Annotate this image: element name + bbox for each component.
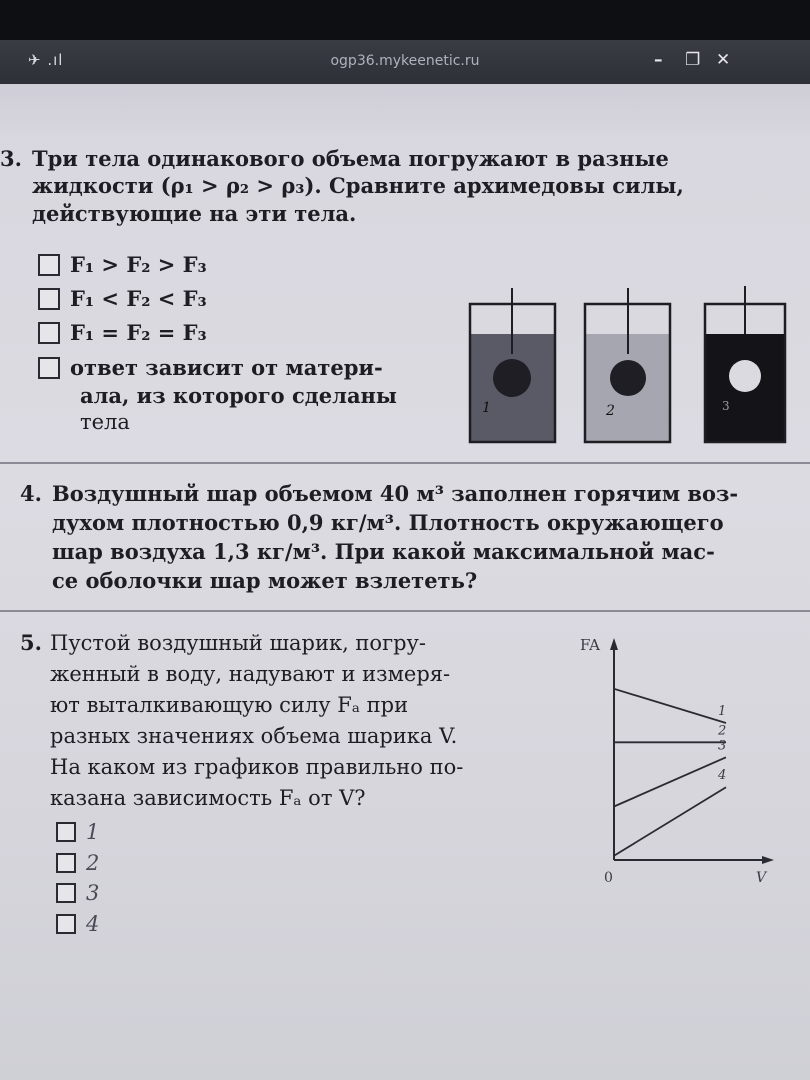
q3-text-line2: жидкости (ρ₁ > ρ₂ > ρ₃). Сравните архимедовы силы, [32, 173, 684, 198]
series-label-4: 4 [718, 768, 727, 784]
q3-option-3-label: F₁ = F₂ = F₃ [70, 320, 207, 345]
q3-option-4-label: ответ зависит от матери- [70, 355, 383, 380]
q3-option-2-label: F₁ < F₂ < F₃ [70, 286, 207, 311]
q5-option-1[interactable] [56, 820, 99, 844]
q5-option-2-label: 2 [86, 851, 100, 875]
checkbox[interactable] [56, 883, 76, 903]
q5-text-line3: ют выталкивающую силу Fₐ при [50, 693, 409, 717]
checkbox[interactable] [38, 288, 60, 310]
series-label-2: 2 [718, 723, 727, 739]
q4-text-line4: се оболочки шар может взлететь? [52, 568, 478, 593]
q5-option-2[interactable] [56, 851, 99, 875]
q3-option-3[interactable] [38, 320, 207, 345]
textbook-page [0, 84, 810, 1080]
q5-text-line5: На каком из графиков правильно по- [50, 755, 464, 779]
q3-text-line3: действующие на эти тела. [32, 201, 357, 226]
q5-text-line1: Пустой воздушный шарик, погру- [50, 631, 426, 655]
q5-option-4-label: 4 [86, 912, 100, 936]
q4-text-line1: Воздушный шар объемом 40 м³ заполнен горячим воз- [52, 481, 739, 506]
ball-1 [493, 359, 531, 397]
address-url[interactable]: ogp36.mykeenetic.ru [330, 53, 480, 69]
checkbox[interactable] [56, 853, 76, 873]
checkbox[interactable] [38, 357, 60, 379]
close-button[interactable]: ✕ [716, 50, 731, 70]
q5-option-1-label: 1 [86, 820, 100, 844]
device-status-bar [0, 0, 810, 40]
origin-label: 0 [604, 870, 613, 886]
series-label-3: 3 [718, 738, 727, 754]
ball-3 [729, 360, 761, 392]
q5-text-line6: казана зависимость Fₐ от V? [50, 786, 366, 810]
q3-option-4-line3: тела [80, 410, 130, 434]
series-line-4 [614, 787, 726, 855]
q3-vessels-figure [460, 280, 790, 450]
series-layer [614, 689, 726, 856]
q3-option-1-label: F₁ > F₂ > F₃ [70, 252, 207, 277]
page-top-band [0, 84, 810, 134]
q5-option-4[interactable] [56, 912, 99, 936]
vessel-label-1: 1 [482, 400, 491, 416]
checkbox[interactable] [38, 254, 60, 276]
y-axis-label: FA [580, 636, 600, 654]
vessel-label-3: 3 [722, 399, 730, 413]
q4-number: 4. [20, 481, 42, 506]
restore-button[interactable]: ❐ [685, 50, 701, 70]
q3-option-1[interactable] [38, 252, 207, 277]
signal-icon: ✈ .ıl [28, 51, 64, 69]
q5-graph [570, 624, 790, 894]
vessel-3 [705, 286, 785, 442]
q3-text-line1: Три тела одинакового объема погружают в разные [32, 146, 669, 171]
vessel-2 [585, 288, 670, 442]
q5-text-line2: женный в воду, надувают и измеря- [50, 662, 451, 686]
divider [0, 462, 810, 464]
q3-number: 3. [0, 146, 22, 171]
q5-text-line4: разных значениях объема шарика V. [50, 724, 458, 748]
series-line-1 [614, 689, 726, 723]
q3-option-2[interactable] [38, 286, 207, 311]
ball-2 [610, 360, 646, 396]
browser-titlebar [0, 40, 810, 84]
checkbox[interactable] [56, 914, 76, 934]
vessel-label-2: 2 [606, 403, 615, 419]
q3-option-4-line2: ала, из которого сделаны [80, 383, 397, 408]
x-axis-label: V [756, 870, 767, 886]
series-line-3 [614, 757, 726, 806]
q5-number: 5. [20, 630, 42, 655]
checkbox[interactable] [56, 822, 76, 842]
q4-text-line3: шар воздуха 1,3 кг/м³. При какой максимальной мас- [52, 539, 715, 564]
series-label-1: 1 [718, 704, 727, 720]
q4-text-line2: духом плотностью 0,9 кг/м³. Плотность окружающего [52, 510, 724, 535]
x-axis-arrow [762, 856, 774, 864]
vessel-1 [470, 288, 555, 442]
checkbox[interactable] [38, 322, 60, 344]
q3-option-4[interactable] [38, 355, 383, 380]
q5-option-3[interactable] [56, 881, 99, 905]
minimize-button[interactable]: – [654, 50, 663, 70]
q5-option-3-label: 3 [86, 881, 100, 905]
y-axis-arrow [610, 638, 618, 650]
divider [0, 610, 810, 612]
